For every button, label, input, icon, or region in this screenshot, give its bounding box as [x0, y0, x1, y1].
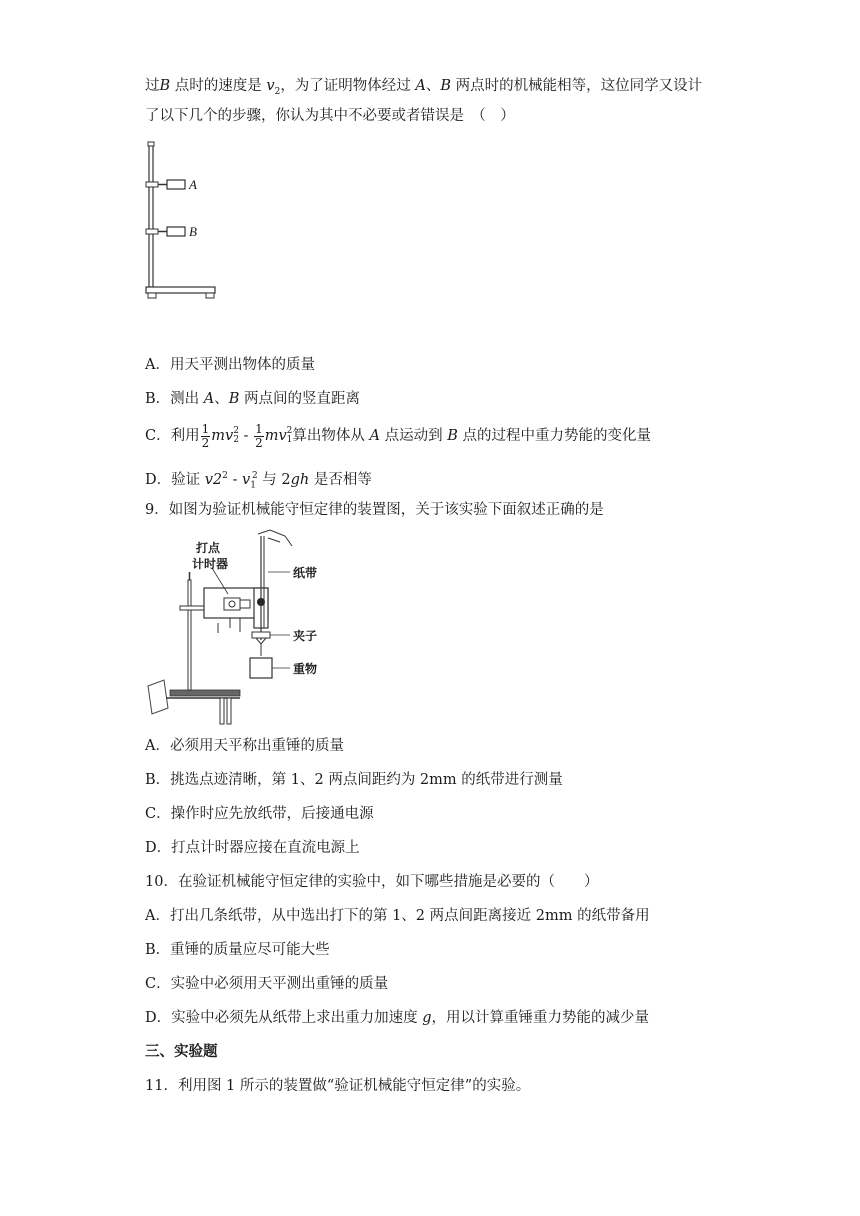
v2-symbol: v [266, 78, 275, 94]
q8-option-b: B．测出 A、B 两点间的竖直距离 [145, 391, 361, 407]
q8-option-a: A．用天平测出物体的质量 [145, 357, 315, 373]
q9-option-a: A．必须用天平称出重锤的质量 [145, 738, 344, 754]
label-b: B [189, 224, 197, 239]
q10-option-b: B．重锤的质量应尽可能大些 [145, 942, 330, 958]
label-weight: 重物 [293, 662, 318, 676]
q8-intro-line-2: 了以下几个的步骤，你认为其中不必要或者错误是 （ ） [145, 108, 515, 124]
label-clip: 夹子 [293, 629, 318, 643]
q10-stem: 10．在验证机械能守恒定律的实验中，如下哪些措施是必要的（ ） [145, 874, 599, 890]
q9-option-b: B．挑选点迹清晰，第 1、2 两点间距约为 2mm 的纸带进行测量 [145, 772, 563, 788]
label-tape: 纸带 [293, 566, 318, 580]
q8-intro-line-1: 过B 点时的速度是 $v_2$，为了证明物体经过 A、B 两点时的机械能相等，这位同学又设计 [145, 78, 703, 97]
q11-stem: 11．利用图 1 所示的装置做“验证机械能守恒定律”的实验。 [145, 1078, 531, 1094]
label-a: A [189, 177, 197, 192]
point-b: B [159, 78, 171, 94]
q10-option-d: D．实验中必须先从纸带上求出重力加速度 g，用以计算重锤重力势能的减少量 [145, 1010, 650, 1026]
q10-option-a: A．打出几条纸带，从中选出打下的第 1、2 两点间距离接近 2mm 的纸带备用 [145, 908, 650, 924]
label-timer-2: 计时器 [192, 557, 229, 571]
q9-option-d: D．打点计时器应接在直流电源上 [145, 840, 360, 856]
section-title: 三、实验题 [145, 1043, 218, 1060]
q8-option-c: C．利用 $\frac{1}{2}$ mv 2 2 - $\frac{1}{2}$ mv 2 1 算出物体从 A 点运动到 B 点的过程中重力势能的变化量 [145, 421, 651, 450]
q8-stand-figure [140, 140, 230, 305]
q9-stem: 9．如图为验证机械能守恒定律的装置图，关于该实验下面叙述正确的是 [145, 502, 604, 518]
q9-apparatus-figure [140, 528, 330, 728]
q10-option-c: C．实验中必须用天平测出重锤的质量 [145, 976, 389, 992]
q9-option-c: C．操作时应先放纸带，后接通电源 [145, 806, 374, 822]
fraction-half: $\frac{1}{2}$ [201, 421, 210, 450]
label-timer-1: 打点 [196, 541, 221, 555]
fraction-half-2: $\frac{1}{2}$ [255, 421, 263, 450]
q8-option-d: D．验证 $v2^2 - v_1^2$ 与 2gh 是否相等 [145, 471, 372, 491]
